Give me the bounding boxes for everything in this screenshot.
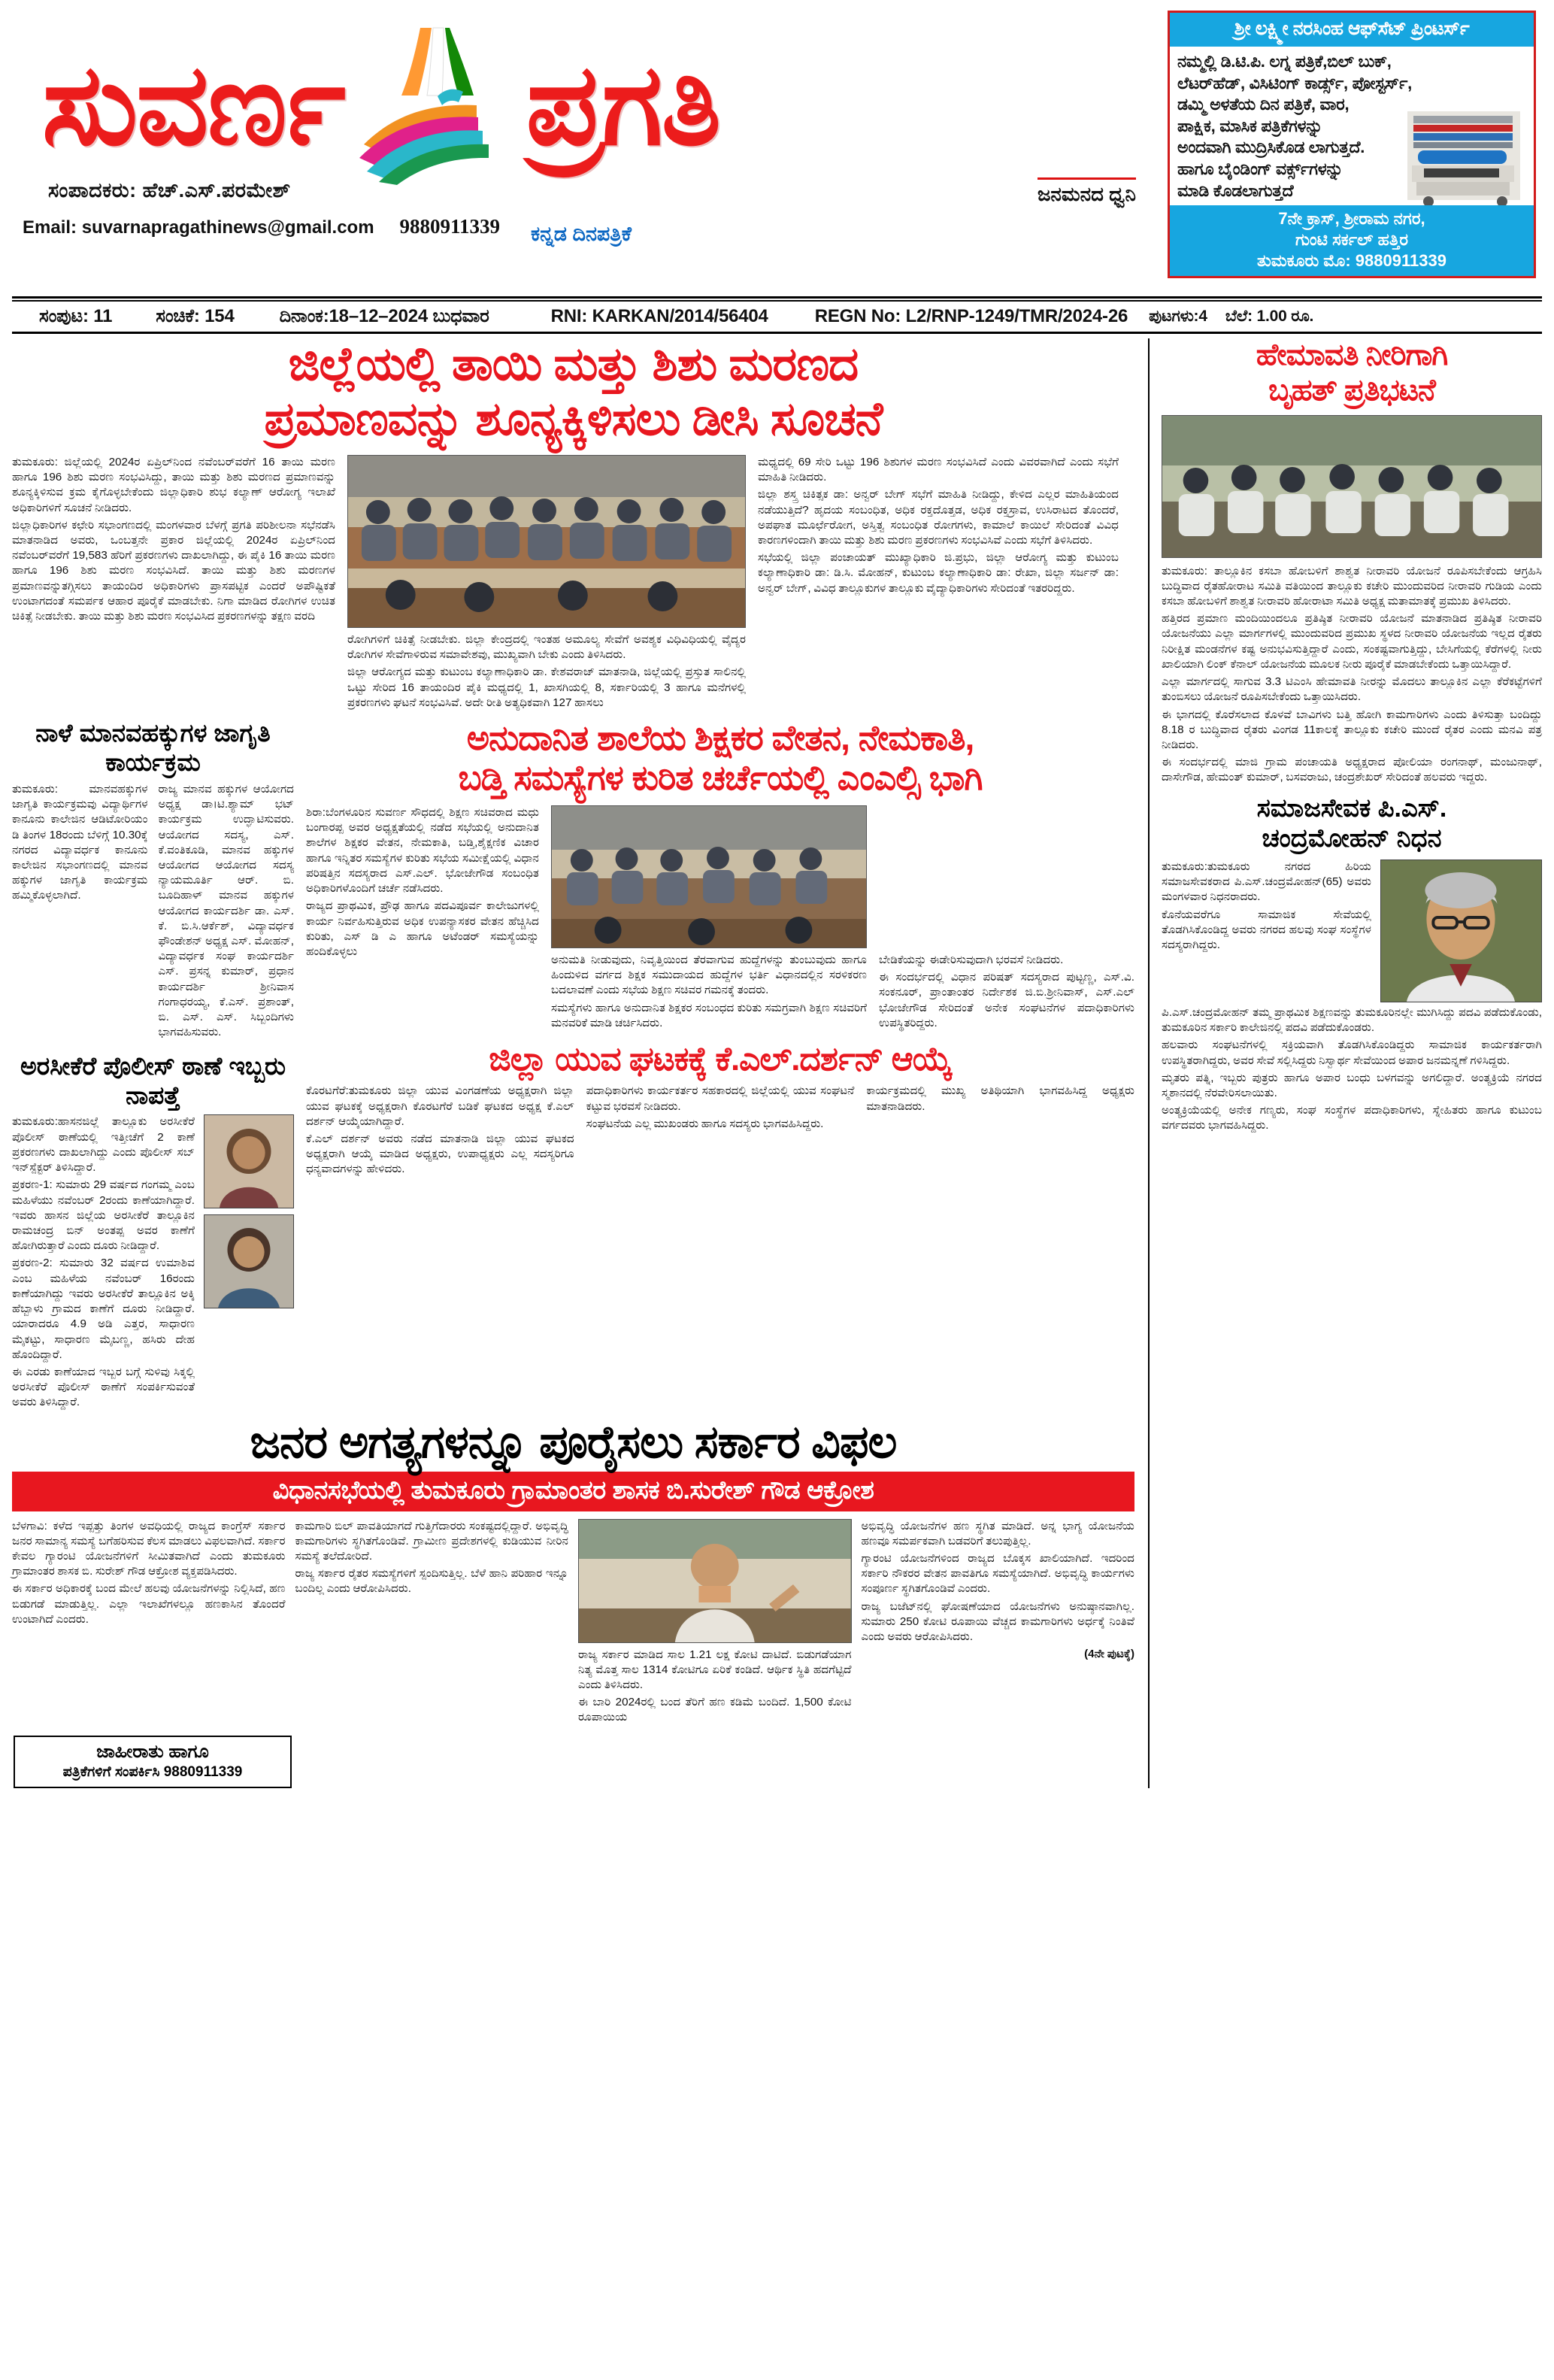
police-headline: ಅರಸೀಕೆರೆ ಪೊಲೀಸ್ ಠಾಣೆ ಇಬ್ಬರು ನಾಪತ್ತೆ — [20, 1051, 286, 1109]
police-photos — [204, 1114, 294, 1412]
paragraph: ತುಮಕೂರು:ತುಮಕೂರು ನಗರದ ಹಿರಿಯ ಸಮಾಜಸೇವಕರಾದ ಪಿ.ಎಸ್.ಚಂದ್ರಮೋಹನ್(65) ಅವರು ಮಂಗಳವಾರ ನಿಧನರಾದರು. — [1162, 860, 1371, 904]
mid-headline-line2: ಬಡ್ತಿ ಸಮಸ್ಯೆಗಳ ಕುರಿತ ಚರ್ಚೆಯಲ್ಲಿ ಎಂಎಲ್ಸಿ ಭಾಗಿ — [458, 758, 983, 798]
date-text: ದಿನಾಂಕ:18–12–2024 ಬುಧವಾರ — [279, 306, 489, 326]
police-col-1 — [12, 1114, 195, 1412]
paragraph: ಪ್ರಕರಣ-1: ಸುಮಾರು 29 ವರ್ಷದ ಗಂಗಮ್ಮ ಎಂಬ ಮಹಿಳೆಯು ನವೆಂಬರ್ 2ರಂದು ಕಾಣೆಯಾಗಿದ್ದಾರೆ. ಇವರು ಹಾಸನ ಜಿಲ್ಲೆಯ ಅರಸೀಕೆರೆ ತಾಲ್ಲೂಕಿನ ರಾಮಚಂದ್ರ ಬಿನ್ ಅಂತಪ್ಪ ಅವರ ಕಾಣೆಗೆ ಹೋಗಿರುತ್ತಾರೆ ಎಂದು ದೂರು ನೀಡಿದ್ದಾರೆ. — [12, 1178, 195, 1253]
email-text: Email: suvarnapragathinews@gmail.com — [23, 217, 374, 238]
youth-col-2 — [586, 1084, 855, 1179]
masthead-divider — [12, 296, 1542, 302]
lead-headline-line2: ಪ್ರಮಾಣವನ್ನು ಶೂನ್ಯಕ್ಕಿಳಿಸಲು ಡೀಸಿ ಸೂಚನೆ — [264, 393, 883, 446]
paragraph: ಹಲವಾರು ಸಂಘಟನೆಗಳಲ್ಲಿ ಸಕ್ರಿಯವಾಗಿ ತೊಡಗಿಸಿಕೊಂಡಿದ್ದರು ಸಾಮಾಜಿಕ ಕಾರ್ಯಕರ್ತರಾಗಿ ಉಪಸ್ಥಿತರಾಗಿದ್ದರು, ಅವರ ಸೇವೆ ಸಲ್ಲಿಸಿದ್ದರು ನಿಸ್ವಾರ್ಥ ಸೇವೆಯಿಂದ ಅಪಾರ ಜನಮನ್ನಣೆ ಗಳಿಸಿದ್ದರು. — [1162, 1038, 1542, 1067]
continued-label: (4ನೇ ಪುಟಕ್ಕೆ) — [1084, 1648, 1134, 1661]
ad-line: ಲೆಟರ್‌ಹೆಡ್, ವಿಸಿಟಿಂಗ್ ಕಾರ್ಡ್ಸ್, ಪೋಸ್ಟರ್ಸ್, — [1177, 73, 1412, 92]
info-bar — [12, 302, 1542, 332]
paragraph: ಜಿಲ್ಲಾಧಿಕಾರಿಗಳ ಕಛೇರಿ ಸಭಾಂಗಣದಲ್ಲಿ ಮಂಗಳವಾರ ಬೆಳಗ್ಗೆ ಪ್ರಗತಿ ಪರಿಶೀಲನಾ ಸಭೆನಡೆಸಿ ಮಾತನಾಡಿದ ಅವರು, ಒಂಬತ್ತನೇ ಪ್ರಕಾರ ಜಿಲ್ಲೆಯಲ್ಲಿ 2024ರ ಏಪ್ರಿಲ್‌ನಿಂದ ನವೆಂಬರ್‌ವರೆಗೆ 19,583 ಹೆರಿಗೆ ಪ್ರಕರಣಗಳು ದಾಖಲಾಗಿದ್ದು, ಈ ಪೈಕಿ 16 ತಾಯಿ ಮರಣ ಹಾಗೂ 196 ಶಿಶು ಮರಣ ಸಂಭವಿಸಿದೆ. ತಾಯಿ ಮತ್ತು ಶಿಶು ಮರಣಗಳ ಪ್ರಮಾಣವನ್ನುತಗ್ಗಿಸಲು ತಾಯಂದಿರ ಅಧಿಕಾರಿಗಳು ಪ್ರಾಸಪಟ್ಟಿಕ ಎಂದರೆ ಅಪೌಷ್ಟಿಕತೆ ಉಂಟಾಗದಂತೆ ಸಮರ್ಪಕ ಆಹಾರ ಪೂರೈಕೆ ಮಾಡಬೇಕು. ನಿಗಾ ಮಾಡಿದ ರೋಗಿಗಳ ಉಚಿತ ಚಿಕಿತ್ಸೆ ನೀಡಬೇಕು. ತಾಯಿ ಮತ್ತು ಶಿಶು ಮರಣ ಸಂಭವಿಸಿದ ಪ್ರಕರಣಗಳನ್ನು ತಕ್ಷಣ ವರದಿ — [12, 518, 335, 623]
tagline-box — [1038, 177, 1136, 207]
bottom-col-2 — [295, 1519, 569, 1728]
youth-col-1 — [306, 1084, 574, 1179]
ad-body — [1170, 47, 1534, 208]
mla-speaking-in-assembly-photo — [578, 1519, 852, 1643]
ad-bottom-line2: ಪತ್ರಿಕೆಗಳಿಗೆ ಸಂಪರ್ಕಿಸಿ 9880911339 — [62, 1763, 243, 1780]
lead-headline-line1: ಜಿಲ್ಲೆಯಲ್ಲಿ ತಾಯಿ ಮತ್ತು ಶಿಶು ಮರಣದ — [288, 338, 859, 390]
paragraph: ಹತ್ತಿರದ ಪ್ರಮಾಣ ಮಂದಿಯಿಂದಲೂ ಪ್ರತಿಷ್ಠಿತ ನೀರಾವರಿ ಯೋಜನೆ ಮಾತನಾಡಿದ ಪ್ರತಿಷ್ಠಿತ ನೀರಾವರಿ ಯೋಜನೆಯು ಎಲ್ಲಾ ಮಾರ್ಗಗಳಲ್ಲಿ ಮುಂದುವರಿದ ಪ್ರಮುಖ ಸ್ಥಳದ ನೀರಾವರಿ ಯೋಜನೆಯ ಇಲ್ಲದ ರೈತರು ನಿರೀಕ್ಷಿತ ಮಂಡನೆಗಳ ಕಷ್ಟ ಅನುಭವಿಸುತ್ತಿದ್ದಾರೆ ಎಂದು, ಸಂಕಷ್ಟವಾಗುತ್ತಿದ್ದು, ಬೇಸಿಗೆಯಲ್ಲಿ ಕೆರೆಗಳಲ್ಲಿ ನೀರು ಖಾಲಿಯಾಗಿ ಲಿಂಕ್ ಕೆನಾಲ್ ಯೋಜನೆಯ ಮೂಲಕ ನೀರು ಪೂರೈಕೆ ಮಾಡಬೇಕೆಂದು ಒತ್ತಾಯಿಸಿದ್ದಾರೆ. — [1162, 612, 1542, 671]
chandramohan-portrait-photo — [1380, 860, 1542, 1002]
paragraph: ಈ ಸರ್ಕಾರ ಅಧಿಕಾರಕ್ಕೆ ಬಂದ ಮೇಲೆ ಹಲವು ಯೋಜನೆಗಳನ್ನು ನಿಲ್ಲಿಸಿದೆ, ಹಣ ಬಿಡುಗಡೆ ಮಾಡುತ್ತಿಲ್ಲ. ಎಲ್ಲಾ ಇಲಾಖೆಗಳಲ್ಲೂ ಹಣಕಾಸಿನ ತೊಂದರೆ ಉಂಟಾಗಿದೆ ಎಂದರು. — [12, 1582, 286, 1626]
paragraph: ಸಂಘಟನೆಯ ಎಲ್ಲ ಮುಖಂಡರು ಹಾಗೂ ಸದಸ್ಯರು ಭಾಗವಹಿಸಿದ್ದರು. — [586, 1117, 824, 1130]
paragraph: ಬೇಡಿಕೆಯನ್ನು ಈಡೇರಿಸುವುದಾಗಿ ಭರವಸೆ ನೀಡಿದರು. — [879, 954, 1064, 966]
paragraph: ರಾಜ್ಯ ಸರ್ಕಾರ ಮಾಡಿದ ಸಾಲ 1.21 ಲಕ್ಷ ಕೋಟಿ ದಾಟಿದೆ. ಬಿಡುಗಡೆಯಾಗ ನಿತ್ಯ ಮೊತ್ತ ಸಾಲ 1314 ಕೋಟಿಗೂ ಏರಿಕೆ ಕಂಡಿದೆ. ಆರ್ಥಿಕ ಸ್ಥಿತಿ ಹದಗೆಟ್ಟಿದೆ ಎಂದು ತಿಳಿಸಿದರು. — [578, 1648, 852, 1692]
ad-line: ಮಾಡಿ ಕೊಡಲಾಗುತ್ತದೆ — [1177, 180, 1294, 200]
paragraph: ಎಲ್ಲಾ ಮಾರ್ಗದಲ್ಲಿ ಸಾಗುವ 3.3 ಟಿಎಂಸಿ ಹೇಮಾವತಿ ನೀರನ್ನು ಮೊದಲು ತಾಲ್ಲೂಕಿನ ಎಲ್ಲಾ ಕೆರೆಕಟ್ಟೆಗಳಿಗೆ ತುಂಬಿಸಲು ಯೋಜನೆ ರೂಪಿಸಬೇಕೆಂದು ಒತ್ತಾಯಿಸಿದರು. — [1162, 675, 1542, 704]
youth-headline: ಜಿಲ್ಲಾ ಯುವ ಘಟಕಕ್ಕೆ ಕೆ.ಎಲ್.ದರ್ಶನ್ ಆಯ್ಕೆ — [489, 1041, 952, 1078]
offset-printing-press-icon — [1404, 107, 1531, 208]
mlc-meeting-discussion-photo — [551, 805, 867, 948]
paragraph: ತುಮಕೂರು: ತಾಲ್ಲೂಕಿನ ಕಸಬಾ ಹೋಬಳಿಗೆ ಶಾಶ್ವತ ನೀರಾವರಿ ಯೋಜನೆ ರೂಪಿಸಬೇಕೆಂದು ಆಗ್ರಹಿಸಿ ಬುದ್ಧಿವಾದ ರೈತಹೋರಾಟ ಸಮಿತಿ ವತಿಯಿಂದ ತಾಲ್ಲೂಕು ಕಚೇರಿ ಮುಂದುವರಿದ ನೀರಾವರಿ ಗುಡಿಯ ಎಂದು ಕಸಬಾ ಹೋಬಳಿಗೆ ಶಾಶ್ವತ ನೀರಾವರಿ ಹೋರಾಟಾ ಸಮಿತಿ ಅಧ್ಯಕ್ಷ ಮತಾಮಾತಕ್ಕೆ ಪ್ರಮುಖ ತಿಳಿಸಿದರು. — [1162, 564, 1542, 608]
paragraph: ತುಮಕೂರು:ಹಾಸನಜಿಲ್ಲೆ ತಾಲ್ಲೂಕು ಅರಸೀಕೆರೆ ಪೊಲೀಸ್ ಠಾಣೆಯಲ್ಲಿ ಇತ್ತೀಚೆಗೆ 2 ಕಾಣೆ ಪ್ರಕರಣಗಳು ದಾಖಲಾಗಿದ್ದು ಎಂದು ಪೊಲೀಸ್ ಸಬ್ ಇನ್‌ಸ್ಪೆಕ್ಟರ್ ತಿಳಿಸಿದ್ದಾರೆ. — [12, 1115, 195, 1175]
paragraph: ಪದಾಧಿಕಾರಿಗಳು ಕಾರ್ಯಕರ್ತರ ಸಹಕಾರದಲ್ಲಿ ಜಿಲ್ಲೆಯಲ್ಲಿ ಯುವ ಸಂಘಟನೆ ಕಟ್ಟುವ ಭರವಸೆ ನೀಡಿದರು. — [586, 1084, 855, 1113]
paragraph: ಸಮಸ್ಯೆಗಳು ಹಾಗೂ ಅನುದಾನಿತ ಶಿಕ್ಷಕರ ಸಂಬಂಧದ ಕುರಿತು ಸಮಗ್ರವಾಗಿ ಶಿಕ್ಷಣ ಸಚಿವರಿಗೆ ಮನವರಿಕೆ ಮಾಡಿ ಚರ್ಚಿಸಿದರು. — [551, 1001, 867, 1029]
missing-person-photo-1 — [204, 1114, 294, 1208]
bottom-story — [12, 1417, 1134, 1728]
rni-text: RNI: KARKAN/2014/56404 — [550, 306, 768, 326]
paragraph: ತುಮಕೂರು: ಜಿಲ್ಲೆಯಲ್ಲಿ 2024ರ ಏಪ್ರಿಲ್‌ನಿಂದ ನವೆಂಬರ್‌ವರೆಗೆ 16 ತಾಯಿ ಮರಣ ಹಾಗೂ 196 ಶಿಶು ಮರಣ ಸಂಭವಿಸಿದ್ದು, ತಾಯಿ ಮತ್ತು ಶಿಶು ಮರಣದ ಪ್ರಮಾಣವನ್ನು ಶೂನ್ಯಕ್ಕಿಳಿಸುವ ಕ್ರಮ ಕೈಗೊಳ್ಳಬೇಕೆಂದು ಜಿಲ್ಲಾಧಿಕಾರಿ ಶುಭ ಕಲ್ಯಾಣ್ ಆರೋಗ್ಯ ಇಲಾಖೆ ಅಧಿಕಾರಿಗಳಿಗೆ ಸೂಚನೆ ನೀಡಿದರು. — [12, 455, 335, 514]
bottom-banner: ವಿಧಾನಸಭೆಯಲ್ಲಿ ತುಮಕೂರು ಗ್ರಾಮಾಂತರ ಶಾಸಕ ಬಿ.ಸುರೇಶ್ ಗೌಡ ಆಕ್ರೋಶ — [12, 1472, 1134, 1511]
paragraph: ಕೊನೆಯವರೆಗೂ ಸಾಮಾಜಿಕ ಸೇವೆಯಲ್ಲಿ ತೊಡಗಿಸಿಕೊಂಡಿದ್ದ ಅವರು ನಗರದ ಹಲವು ಸಂಘ ಸಂಸ್ಥೆಗಳ ಸದಸ್ಯರಾಗಿದ್ದರು. — [1162, 908, 1371, 951]
ad-line: ಹಾಗೂ ಬೈಂಡಿಂಗ್ ವರ್ಕ್ಸ್‌ಗಳನ್ನು — [1177, 159, 1343, 178]
obituary-text-col — [1162, 860, 1371, 1002]
masthead-title-word1: ಸುವರ್ಣ — [42, 41, 344, 168]
paragraph: ಕೊರಟಗೆರೆ:ತುಮಕೂರು ಜಿಲ್ಲಾ ಯುವ ವಿಂಗಡಣೆಯ ಅಧ್ಯಕ್ಷರಾಗಿ ಜಿಲ್ಲಾ ಯುವ ಘಟಕಕ್ಕೆ ಅಧ್ಯಕ್ಷರಾಗಿ ಕೊರಟಗೆರೆ ಬಡಿಕೆ ಘಟಕದ ಅಧ್ಯಕ್ಷ ಕೆ.ಎಲ್ ದರ್ಶನ್ ಆಯ್ಕೆಯಾಗಿದ್ದಾರೆ. — [306, 1084, 574, 1128]
lead-col-2 — [347, 455, 746, 713]
paragraph: ರಾಜ್ಯದ ಪ್ರಾಥಮಿಕ, ಪ್ರೌಢ ಹಾಗೂ ಪದವಿಪೂರ್ವ ಕಾಲೇಜುಗಳಲ್ಲಿ ಕಾರ್ಯ ನಿರ್ವಹಿಸುತ್ತಿರುವ ಅಧಿಕ ಉಪನ್ಯಾಸಕರ ವೇತನ ಹೆಚ್ಚಿಸಿದ ಕುರಿತು, ಎಸ್ ಡಿ ಎ ಹಾಗೂ ಅಟೆಂಡರ್ ಸಮಸ್ಯೆಯನ್ನು ಹಂದಿಕೊಳ್ಳಲು — [306, 899, 539, 958]
paragraph: ಜಿಲ್ಲಾ ಶಸ್ತ್ರ ಚಿಕಿತ್ಸಕ ಡಾ: ಅನ್ವರ್ ಬೇಗ್ ಸಭೆಗೆ ಮಾಹಿತಿ ನೀಡಿದ್ದು, ಕೇಳಿದ ಎಲ್ಲರ ಮಾಹಿತಿಯಂದ ನಡೆಯುತ್ತಿದೆ? ಹೃದಯ ಸಂಬಂಧಿತ, ಅಧಿಕ ರಕ್ತದೊತ್ತಡ, ಅಧಿಕ ರಕ್ತಸ್ರಾವ, ಉಸಿರಾಟದ ತೊಂದರೆ, ಅಪಘಾತ ಮೂರ್ಛೆರೋಗ, ಅಸ್ತಿತ್ವ ಸಂಬಂಧಿತ ರೋಗಗಳು, ಕಾಮಾಲೆ ಕಾಯಿಲೆ ಸೇರಿದಂತೆ ವಿವಿಧ ಕಾರಣಗಳಿಂದಾಗಿ ತಾಯಿ ಮತ್ತು ಶಿಶು ಮರಣ ಪ್ರಕರಣಗಳು ಸಂಭವಿಸಿವೆ ಎಂದು ಸಭೆಗೆ ತಿಳಿಸಿದರು. — [758, 488, 1119, 547]
youth-story — [306, 1041, 1134, 1180]
left-mid-headline: ನಾಳೆ ಮಾನವಹಕ್ಕುಗಳ ಜಾಗೃತಿ ಕಾರ್ಯಕ್ರಮ — [35, 718, 271, 776]
left-section — [12, 338, 1134, 1788]
ad-line: ನಮ್ಮಲ್ಲಿ ಡಿ.ಟಿ.ಪಿ. ಲಗ್ನ ಪತ್ರಿಕೆ,ಬಿಲ್ ಬುಕ್, — [1177, 52, 1392, 71]
top-advertisement — [1168, 11, 1536, 278]
paragraph: ಮಧ್ಯದಲ್ಲಿ 69 ಸೇರಿ ಒಟ್ಟು 196 ಶಿಶುಗಳ ಮರಣ ಸಂಭವಿಸಿದೆ ಎಂದು ವಿವರವಾಗಿದೆ ಎಂದು ಸಭೆಗೆ ಮಾಹಿತಿ ನೀಡಿದರು. — [758, 455, 1119, 484]
bottom-headline: ಜನರ ಅಗತ್ಯಗಳನ್ನೂ ಪೂರೈಸಲು ಸರ್ಕಾರ ವಿಫಲ — [250, 1416, 897, 1467]
paragraph: ಶಿರಾ:ಬೆಂಗಳೂರಿನ ಸುವರ್ಣ ಸೌಧದಲ್ಲಿ ಶಿಕ್ಷಣ ಸಚಿವರಾದ ಮಧು ಬಂಗಾರಪ್ಪ ಅವರ ಅಧ್ಯಕ್ಷತೆಯಲ್ಲಿ ನಡೆದ ಸಭೆಯಲ್ಲಿ ಅನುದಾನಿತ ಶಾಲೆಗಳ ಶಿಕ್ಷಕರ ವೇತನ, ನೇಮಕಾತಿ, ಬಡ್ತಿ,ಶೈಕ್ಷಣಿಕ ವಿಚಾರ ಹಾಗೂ ಇನ್ನಿತರ ಸಮಸ್ಯೆಗಳ ಕುರಿತು ಸಭೆಯ ಸಮೀಕ್ಷೆಯಲ್ಲಿ ವಿಧಾನ ಪರಿಷತ್ತಿನ ಸದಸ್ಯರಾದ ಎಸ್.ಎಲ್. ಭೋಜೇಗೌಡ ಸಂಬಂಧಿತ ಅಧಿಕಾರಿಗಳೊಂದಿಗೆ ಚರ್ಚೆ ನಡೆಸಿದರು. — [306, 806, 539, 896]
volume-text: ಸಂಪುಟ: 11 — [39, 306, 113, 326]
masthead-title-word2: ಪ್ರಗತಿ — [526, 41, 720, 168]
mid-story — [306, 719, 1134, 1413]
paragraph: ಈ ಸಂದರ್ಭದಲ್ಲಿ ಮಾಜಿ ಗ್ರಾಮ ಪಂಚಾಯತಿ ಅಧ್ಯಕ್ಷರಾದ ಪೋಲಿಯಾ ರಂಗನಾಥ್, ಮಂಜುನಾಥ್, ದಾಸೇಗೌಡ, ಹೇಮಂತ್ ಕುಮಾರ್, ಬಸವರಾಜು, ಚಂದ್ರಶೇಖರ್ ಸೇರಿದಂತೆ ಹಲವರು ಇದ್ದರು. — [1162, 756, 1542, 784]
paragraph: ಈ ಭಾಗದಲ್ಲಿ ಕೊರೆಸಲಾದ ಕೊಳವೆ ಬಾವಿಗಳು ಬತ್ತಿ ಹೋಗಿ ಕಾಮಗಾರಿಗಳು ಎಂದು ತಿಳಿಸುತ್ತಾ ಬಂದಿದ್ದು 8.18 ರ ಬುದ್ಧಿವಾದ ರೈತರು ವಿಂಗಡ 11ಕಾಲಕ್ಕೆ ತಾಲ್ಲೂಕು ಕಚೇರಿ ಮುಂದೆ ರೈತರ ಎಂದು ಮನವಿ ಪತ್ರ ನೀಡಿದರು. — [1162, 708, 1542, 751]
pages-text: ಪುಟಗಳು:4 — [1149, 308, 1207, 325]
ad-heading: ಶ್ರೀ ಲಕ್ಷ್ಮೀ ನರಸಿಂಹ ಆಫ್‌ಸೆಟ್ ಪ್ರಿಂಟರ್ಸ್ — [1170, 13, 1534, 47]
right-section — [1148, 338, 1542, 1788]
paragraph: ಈ ಸಂದರ್ಭದಲ್ಲಿ ವಿಧಾನ ಪರಿಷತ್ ಸದಸ್ಯರಾದ ಪುಟ್ಟಣ್ಣ, ಎಸ್.ವಿ. ಸಂಕನೂರ್, ಪ್ರಾಂತಾಂತರ ನಿರ್ದೇಶಕ ಜಿ.ಬಿ.ಶ್ರೀನಿವಾಸ್, ಎಸ್.ಎಲ್ ಭೋಜೇಗೌಡ ಸೇರಿದಂತೆ ಅನೇಕ ಸಂಘಟನೆಗಳ ಪದಾಧಿಕಾರಿಗಳು ಉಪಸ್ಥಿತರಿದ್ದರು. — [879, 971, 1134, 1029]
paragraph: ಸಭೆಯಲ್ಲಿ ಜಿಲ್ಲಾ ಪಂಚಾಯತ್ ಮುಖ್ಯಾಧಿಕಾರಿ ಜಿ.ಪ್ರಭು, ಜಿಲ್ಲಾ ಆರೋಗ್ಯ ಮತ್ತು ಕುಟುಂಬ ಕಲ್ಯಾಣಾಧಿಕಾರಿ ಡಾ: ಡಿ.ಸಿ. ಮೋಹನ್, ಕುಟುಂಬ ಕಲ್ಯಾಣಾಧಿಕಾರಿ ಡಾ: ರೇಖಾ, ಜಿಲ್ಲಾ ಸರ್ಜನ್ ಡಾ: ಅನ್ವರ್ ಬೇಗ್, ವಿವಿಧ ತಾಲ್ಲೂಕುಗಳ ತಾಲ್ಲೂಕು ವೈದ್ಯಾಧಿಕಾರಿಗಳು ಸೇರಿದಂತೆ ಇತರರಿದ್ದರು. — [758, 551, 1119, 595]
obituary-headline-line2: ಚಂದ್ರಮೋಹನ್ ನಿಧನ — [1262, 823, 1442, 853]
bottom-col-1 — [12, 1519, 286, 1728]
paragraph: ಬೆಳಗಾವಿ: ಕಳೆದ ಇಪ್ಪತ್ತು ತಿಂಗಳ ಅವಧಿಯಲ್ಲಿ ರಾಜ್ಯದ ಕಾಂಗ್ರೆಸ್ ಸರ್ಕಾರ ಜನರ ಸಾಮಾನ್ಯ ಸಮಸ್ಯೆ ಬಗೆಹರಿಸುವ ಕೆಲಸ ಮಾಡಲು ವಿಫಲವಾಗಿದೆ. ಸರ್ಕಾರ ಕೇವಲ ಗ್ಯಾರಂಟಿ ಯೋಜನೆಗಳಿಗೆ ಸೀಮಿತವಾಗಿದೆ ಎಂದು ತುಮಕೂರು ಗ್ರಾಮಾಂತರ ಶಾಸಕ ಬಿ. ಸುರೇಶ್ ಗೌಡ ಆಕ್ರೋಶ ವ್ಯಕ್ತಪಡಿಸಿದರು. — [12, 1519, 286, 1578]
masthead — [12, 11, 1542, 295]
ad-footer-line: ತುಮಕೂರು ಮೊ: 9880911339 — [1257, 250, 1446, 270]
price-text: ಬೆಲೆ: 1.00 ರೂ. — [1225, 308, 1314, 325]
ad-footer — [1170, 205, 1534, 276]
ad-line: ಅಂದವಾಗಿ ಮುದ್ರಿಸಿಕೊಡ ಲಾಗುತ್ತದೆ. — [1177, 138, 1365, 157]
missing-person-photo-2 — [204, 1214, 294, 1308]
paragraph: ಗ್ಯಾರಂಟಿ ಯೋಜನೆಗಳಿಂದ ರಾಜ್ಯದ ಬೊಕ್ಕಸ ಖಾಲಿಯಾಗಿದೆ. ಇದರಿಂದ ಸರ್ಕಾರಿ ನೌಕರರ ವೇತನ ಪಾವತಿಗೂ ಸಮಸ್ಯೆಯಾಗಿದೆ. ಅಭಿವೃದ್ಧಿ ಕಾರ್ಯಗಳು ಸಂಪೂರ್ಣ ಸ್ಥಗಿತಗೊಂಡಿವೆ ಎಂದರು. — [861, 1552, 1134, 1596]
left-narrow-column — [12, 719, 294, 1413]
paragraph: ರಾಜ್ಯ ಸರ್ಕಾರ ರೈತರ ಸಮಸ್ಯೆಗಳಿಗೆ ಸ್ಪಂದಿಸುತ್ತಿಲ್ಲ. ಬೆಳೆ ಹಾನಿ ಪರಿಹಾರ ಇನ್ನೂ ಬಂದಿಲ್ಲ ಎಂದು ಆರೋಪಿಸಿದರು. — [295, 1567, 568, 1596]
ad-footer-line: ಗುಂಟಿ ಸರ್ಕಲ್ ಹತ್ತಿರ — [1295, 229, 1408, 249]
obituary-headline-line1: ಸಮಾಜಸೇವಕ ಪಿ.ಎಸ್. — [1256, 793, 1447, 823]
mid-headline-line1: ಅನುದಾನಿತ ಶಾಲೆಯ ಶಿಕ್ಷಕರ ವೇತನ, ನೇಮಕಾತಿ, — [466, 717, 974, 757]
paragraph: ಕಾರ್ಯಕ್ರಮದಲ್ಲಿ ಮುಖ್ಯ ಅತಿಥಿಯಾಗಿ ಭಾಗವಹಿಸಿದ್ದ ಅಧ್ಯಕ್ಷರು ಮಾತನಾಡಿದರು. — [866, 1084, 1135, 1113]
second-band — [12, 719, 1134, 1413]
paragraph: ಮೃತರು ಪತ್ನಿ, ಇಬ್ಬರು ಪುತ್ರರು ಹಾಗೂ ಅಪಾರ ಬಂಧು ಬಳಗವನ್ನು ಅಗಲಿದ್ದಾರೆ. ಅಂತ್ಯಕ್ರಿಯೆ ನಗರದ ಸ್ಮಶಾನದಲ್ಲಿ ನೆರವೇರಿಸಲಾಯಿತು. — [1162, 1071, 1542, 1099]
phone-text: 9880911339 — [399, 215, 501, 238]
district-health-review-meeting-photo — [347, 455, 746, 628]
editor-label: ಸಂಪಾದಕರು: ಹೆಚ್.ಎಸ್.ಪರಮೇಶ್ — [48, 179, 291, 202]
ad-footer-line: 7ನೇ ಕ್ರಾಸ್, ಶ್ರೀರಾಮ ನಗರ, — [1278, 208, 1425, 228]
obituary-photo-wrap — [1380, 860, 1542, 1002]
right-headline-line1: ಹೇಮಾವತಿ ನೀರಿಗಾಗಿ — [1256, 338, 1448, 371]
bottom-col-3 — [578, 1519, 852, 1728]
paragraph: ತುಮಕೂರು: ಮಾನವಹಕ್ಕುಗಳ ಜಾಗೃತಿ ಕಾರ್ಯಕ್ರಮವು ವಿದ್ಯಾರ್ಥಿಗಳ ಕಾನೂನು ಕಾಲೇಜಿನ ಆಡಿಟೋರಿಯಂ ಡಿ ತಿಂಗಳ 18ರಂದು ಬೆಳಿಗ್ಗೆ 10.30ಕ್ಕೆ ನಗರದ ವಿದ್ಯಾವರ್ಧಕ ಕಾನೂನು ಕಾಲೇಜಿನ ಸಭಾಂಗಣದಲ್ಲಿ ಮಾನವ ಹಕ್ಕುಗಳ ಜಾಗೃತಿ ಕಾರ್ಯಕ್ರಮ ಹಮ್ಮಿಕೊಳ್ಳಲಾಗಿದೆ. — [12, 782, 148, 902]
paragraph: ಅನುಮತಿ ನೀಡುವುದು, ನಿವೃತ್ತಿಯಿಂದ ತೆರವಾಗುವ ಹುದ್ದೆಗಳನ್ನು ತುಂಬುವುದು ಹಾಗೂ ಹಿಂದುಳಿದ ವರ್ಗದ ಶಿಕ್ಷಕ ಸಮುದಾಯದ ಹುದ್ದೆಗಳ ಭರ್ತಿ ವಿಧಾನದಲ್ಲಿನ ಸರಳಿಕರಣ ಬದಲಾವಣೆ ಎಂದು ಸಭೆಯ ಶಿಕ್ಷಣ ಸಚಿವರ ಗಮನಕ್ಕೆ ತಂದರು. — [551, 954, 867, 997]
masthead-contact-row — [23, 215, 500, 238]
lead-col-1 — [12, 455, 335, 713]
masthead-left — [12, 11, 1159, 245]
info-bar-divider — [12, 332, 1542, 334]
paragraph: ಈ ಬಾರಿ 2024ರಲ್ಲಿ ಬಂದ ತೆರಿಗೆ ಹಣ ಕಡಿಮೆ ಬಂದಿದೆ. 1,500 ಕೋಟಿ ರೂಪಾಯಿಯ — [578, 1696, 852, 1724]
masthead-title-row — [12, 11, 1159, 199]
paragraph: ಕಾಮಗಾರಿ ಬಿಲ್ ಪಾವತಿಯಾಗದೆ ಗುತ್ತಿಗೆದಾರರು ಸಂಕಷ್ಟದಲ್ಲಿದ್ದಾರೆ. ಅಭಿವೃದ್ಧಿ ಕಾಮಗಾರಿಗಳು ಸ್ಥಗಿತಗೊಂಡಿವೆ. ಗ್ರಾಮೀಣ ಪ್ರದೇಶಗಳಲ್ಲಿ ಕುಡಿಯುವ ನೀರಿನ ಸಮಸ್ಯೆ ತಲೆದೋರಿದೆ. — [295, 1519, 568, 1563]
ad-line: ಪಾಕ್ಷಿಕ, ಮಾಸಿಕ ಪತ್ರಿಕೆಗಳನ್ನು — [1177, 116, 1323, 135]
paragraph: ಅಂತ್ಯಕ್ರಿಯೆಯಲ್ಲಿ ಅನೇಕ ಗಣ್ಯರು, ಸಂಘ ಸಂಸ್ಥೆಗಳ ಪದಾಧಿಕಾರಿಗಳು, ಸ್ನೇಹಿತರು ಹಾಗೂ ಕುಟುಂಬ ವರ್ಗದವರು ಭಾಗವಹಿಸಿದ್ದರು. — [1162, 1104, 1542, 1132]
paragraph: ಅಭಿವೃದ್ಧಿ ಯೋಜನೆಗಳ ಹಣ ಸ್ಥಗಿತ ಮಾಡಿದೆ. ಅನ್ನ ಭಾಗ್ಯ ಯೋಜನೆಯ ಹಣವೂ ಸಮರ್ಪಕವಾಗಿ ಬಡವರಿಗೆ ತಲುಪುತ್ತಿಲ್ಲ. — [861, 1519, 1134, 1548]
ad-bottom-line1: ಜಾಹೀರಾತು ಹಾಗೂ — [96, 1741, 209, 1762]
paragraph: ಜಿಲ್ಲಾ ಆರೋಗ್ಯದ ಮತ್ತು ಕುಟುಂಬ ಕಲ್ಯಾಣಾಧಿಕಾರಿ ಡಾ. ಕೇಶವರಾಜ್ ಮಾತನಾಡಿ, ಜಿಲ್ಲೆಯಲ್ಲಿ ಪ್ರಸ್ತುತ ಸಾಲಿನಲ್ಲಿ ಒಟ್ಟು ಸೇರಿದ 16 ತಾಯಂದಿರ ಪೈಕಿ ಮಧ್ಯದಲ್ಲಿ 1, ಖಾಸಗಿಯಲ್ಲಿ 8, ಸರ್ಕಾರಿಯಲ್ಲಿ 3 ಹಾಗೂ ಮನೆಗಳಲ್ಲಿ ಪ್ರಕರಣಗಳು ಘಟನೆ ಸಂಭವಿಸಿವೆ. ಅದೇ ರೀತಿ ಅತ್ಯಧಿಕವಾಗಿ 127 ಹಾಸಲು — [347, 665, 746, 709]
main-content — [12, 338, 1542, 1788]
regn-text: REGN No: L2/RNP-1249/TMR/2024-26 — [814, 306, 1128, 326]
right-headline-line2: ಬೃಹತ್ ಪ್ರತಿಭಟನೆ — [1268, 373, 1435, 407]
mid-col-1 — [306, 805, 539, 1033]
ad-line: ಡಮ್ಮಿ ಅಳತೆಯ ದಿನ ಪತ್ರಿಕೆ, ವಾರ, — [1177, 95, 1350, 114]
lead-story — [12, 338, 1134, 713]
mid-col-3 — [879, 805, 1134, 1033]
issue-text: ಸಂಚಿಕೆ: 154 — [156, 306, 235, 326]
paragraph: ಕೆ.ಎಲ್ ದರ್ಶನ್ ಅವರು ನಡೆದ ಮಾತನಾಡಿ ಜಿಲ್ಲಾ ಯುವ ಘಟಕದ ಅಧ್ಯಕ್ಷರಾಗಿ ಆಯ್ಕೆ ಮಾಡಿದ ಅಧ್ಯಕ್ಷರು, ಉಪಾಧ್ಯಕ್ಷರು ಎಲ್ಲ ಸದಸ್ಯರಿಗೂ ಧನ್ಯವಾದಗಳನ್ನು ಹೇಳಿದರು. — [306, 1132, 574, 1176]
tricolour-swoosh-logo-icon — [349, 24, 499, 186]
hemavathi-water-protest-photo — [1162, 415, 1542, 558]
paragraph: ರಾಜ್ಯ ಮಾನವ ಹಕ್ಕುಗಳ ಆಯೋಗದ ಅಧ್ಯಕ್ಷ ಡಾ।ಟಿ.ಶ್ಯಾಮ್ ಭಟ್ ಕಾರ್ಯಕ್ರಮ ಉದ್ಘಾಟಿಸುವರು. ಆಯೋಗದ ಸದಸ್ಯ, ಎಸ್. ಕೆ.ವಂತಿಕೂಡಿ, ಮಾನವ ಹಕ್ಕುಗಳ ಆಯೋಗದ ಆಯೋಗದ ಸದಸ್ಯ ನ್ಯಾಯಮೂರ್ತಿ ಆರ್. ಬಿ. ಬೂದಿಹಾಳ್ ಮಾನವ ಹಕ್ಕುಗಳ ಆಯೋಗದ ಕಾರ್ಯದರ್ಶಿ ಡಾ. ಎಸ್. ಕೆ. ಬಿ.ಸಿ.ಆರ್ಕೆಶ್, ವಿದ್ಯಾವರ್ಧಕ ಫೌಂಡೇಶನ್ ಅಧ್ಯಕ್ಷ ಎಸ್. ಮೋಹನ್, ವಿದ್ಯಾವರ್ಧಕ ಸಂಘ ಕಾರ್ಯದರ್ಶಿ ಎಸ್. ಪ್ರಸನ್ನ ಕುಮಾರ್, ಪ್ರಧಾನ ಕಾರ್ಯದರ್ಶಿ ಶ್ರೀನಿವಾಸ ಗಂಗಾಧರಯ್ಯ, ಕೆ.ಎಸ್. ಪ್ರಶಾಂತ್, ಬಿ. ಎಸ್. ಎಸ್. ಸಿಬ್ಬಂದಿಗಳು ಭಾಗವಹಿಸುವರು. — [158, 782, 294, 1039]
paragraph: ಪ್ರಕರಣ-2: ಸುಮಾರು 32 ವರ್ಷದ ಉಮಾಶಿವ ಎಂಬ ಮಹಿಳೆಯ ನವೆಂಬರ್ 16ರಂದು ಕಾಣೆಯಾಗಿದ್ದು ಇವರು ಅರಸೀಕೆರೆ ತಾಲ್ಲೂಕಿನ ಅಕ್ಕಿ ಹೆಬ್ಬಾಳು ಗ್ರಾಮದ ಕಾಣೆಗೆ ದೂರು ನೀಡಿದ್ದಾರೆ. ಯಾರಾದರೂ 4.9 ಅಡಿ ಎತ್ತರ, ಸಾಧಾರಣ ಮೈಕಟ್ಟು, ಸಾಧಾರಣ ಮೈಬಣ್ಣ, ಹಸಿರು ದೇಹ ಹೊಂದಿದ್ದಾರೆ. — [12, 1257, 195, 1361]
lead-col-3 — [758, 455, 1119, 713]
paragraph: ರಾಜ್ಯ ಬಜೆಟ್‌ನಲ್ಲಿ ಘೋಷಣೆಯಾದ ಯೋಜನೆಗಳು ಅನುಷ್ಠಾನವಾಗಿಲ್ಲ. ಸುಮಾರು 250 ಕೋಟಿ ರೂಪಾಯಿ ವೆಚ್ಚದ ಕಾಮಗಾರಿಗಳು ಅರ್ಧಕ್ಕೆ ನಿಂತಿವೆ ಎಂದು ಅವರು ಆರೋಪಿಸಿದರು. — [861, 1599, 1134, 1644]
paragraph: ಪಿ.ಎಸ್.ಚಂದ್ರಮೋಹನ್ ತಮ್ಮ ಪ್ರಾಥಮಿಕ ಶಿಕ್ಷಣವನ್ನು ತುಮಕೂರಿನಲ್ಲೇ ಮುಗಿಸಿದ್ದು ಪದವಿ ಪಡೆದುಕೊಂಡು, ತುಮಕೂರಿನ ಸರ್ಕಾರಿ ಕಾಲೇಜಿನಲ್ಲಿ ಪದವಿ ಪಡೆದುಕೊಂಡರು. — [1162, 1005, 1542, 1035]
bottom-col-4 — [862, 1519, 1135, 1728]
mid-col-2 — [551, 805, 867, 1033]
paragraph: ಈ ಎರಡು ಕಾಣೆಯಾದ ಇಬ್ಬರ ಬಗ್ಗೆ ಸುಳಿವು ಸಿಕ್ಕಲ್ಲಿ ಅರಸೀಕೆರೆ ಪೊಲೀಸ್ ಠಾಣೆಗೆ ಸಂಪರ್ಕಿಸುವಂತೆ ಅವರು ತಿಳಿಸಿದ್ದಾರೆ. — [12, 1365, 195, 1409]
youth-col-3 — [866, 1084, 1134, 1179]
paragraph: ರೋಗಿಗಳಿಗೆ ಚಿಕಿತ್ಸೆ ನೀಡಬೇಕು. ಜಿಲ್ಲಾ ಕೇಂದ್ರದಲ್ಲಿ ಇಂತಹ ಅಮೂಲ್ಯ ಸೇವೆಗೆ ಅವಶ್ಯಕ ವಿಧಿವಿಧಿಯಲ್ಲಿ ವೈದ್ಯರ ರೋಗಿಗಳ ಸೇವೆಗಾಳಿರುವ ಸಮಾವೇಶವು, ಮುಖ್ಯವಾಗಿ ಬೇಕು ಎಂದು ತಿಳಿಸಿದರು. — [347, 632, 746, 662]
bottom-advertisement — [14, 1736, 292, 1788]
tagline-text: ಜನಮನದ ಧ್ವನಿ — [1037, 183, 1136, 205]
kannada-daily-label: ಕನ್ನಡ ದಿನಪತ್ರಿಕೆ — [531, 223, 632, 245]
